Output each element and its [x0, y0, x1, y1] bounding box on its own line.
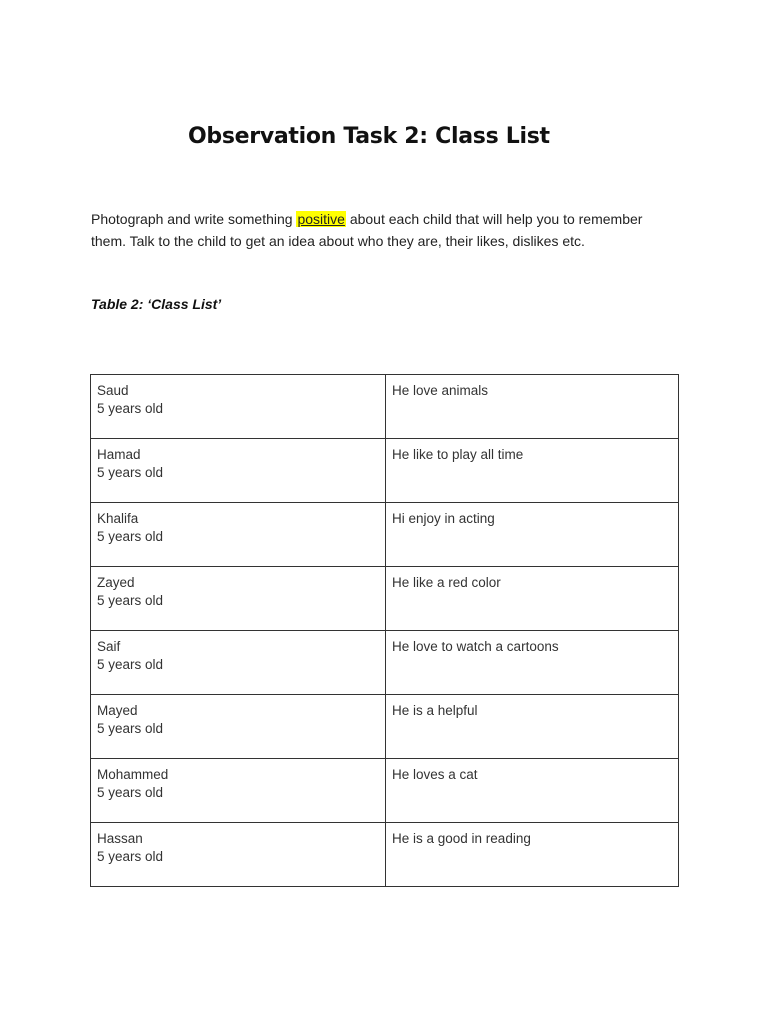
- child-name: Saif: [97, 639, 121, 654]
- intro-text-after: about each child that will help you to remember them. Talk to the child to get an idea about who they are, their likes, dislikes etc.: [91, 211, 643, 249]
- table-row: [91, 439, 679, 503]
- table-row: [91, 631, 679, 695]
- child-age: 5 years old: [97, 657, 164, 672]
- intro-text-before: Photograph and write something: [91, 211, 297, 227]
- child-cell: [91, 503, 386, 567]
- child-name: Khalifa: [97, 511, 139, 526]
- child-note: He is a good in reading: [386, 823, 679, 887]
- page-title: Observation Task 2: Class List: [188, 124, 550, 149]
- child-name: Mayed: [97, 703, 138, 718]
- child-note: He is a helpful: [386, 695, 679, 759]
- child-note: Hi enjoy in acting: [386, 503, 679, 567]
- class-list-table: [90, 374, 679, 887]
- child-age: 5 years old: [97, 721, 164, 736]
- child-note: He like to play all time: [386, 439, 679, 503]
- child-age: 5 years old: [97, 785, 164, 800]
- highlighted-word: positive: [297, 211, 345, 227]
- table-row: [91, 567, 679, 631]
- child-age: 5 years old: [97, 465, 164, 480]
- child-name: Hamad: [97, 447, 141, 462]
- child-name: Mohammed: [97, 767, 169, 782]
- table-row: [91, 503, 679, 567]
- child-cell: [91, 823, 386, 887]
- child-cell: [91, 631, 386, 695]
- child-name: Zayed: [97, 575, 135, 590]
- child-name: Hassan: [97, 831, 143, 846]
- child-note: He love animals: [386, 375, 679, 439]
- child-cell: [91, 375, 386, 439]
- child-age: 5 years old: [97, 529, 164, 544]
- child-cell: [91, 695, 386, 759]
- child-name: Saud: [97, 383, 129, 398]
- child-cell: [91, 567, 386, 631]
- child-cell: [91, 439, 386, 503]
- child-age: 5 years old: [97, 401, 164, 416]
- child-note: He loves a cat: [386, 759, 679, 823]
- child-note: He like a red color: [386, 567, 679, 631]
- table-row: [91, 695, 679, 759]
- child-note: He love to watch a cartoons: [386, 631, 679, 695]
- table-row: [91, 375, 679, 439]
- intro-paragraph: [91, 208, 681, 252]
- table-caption: Table 2: ‘Class List’: [91, 296, 222, 312]
- child-age: 5 years old: [97, 593, 164, 608]
- table-row: [91, 759, 679, 823]
- child-cell: [91, 759, 386, 823]
- table-row: [91, 823, 679, 887]
- child-age: 5 years old: [97, 849, 164, 864]
